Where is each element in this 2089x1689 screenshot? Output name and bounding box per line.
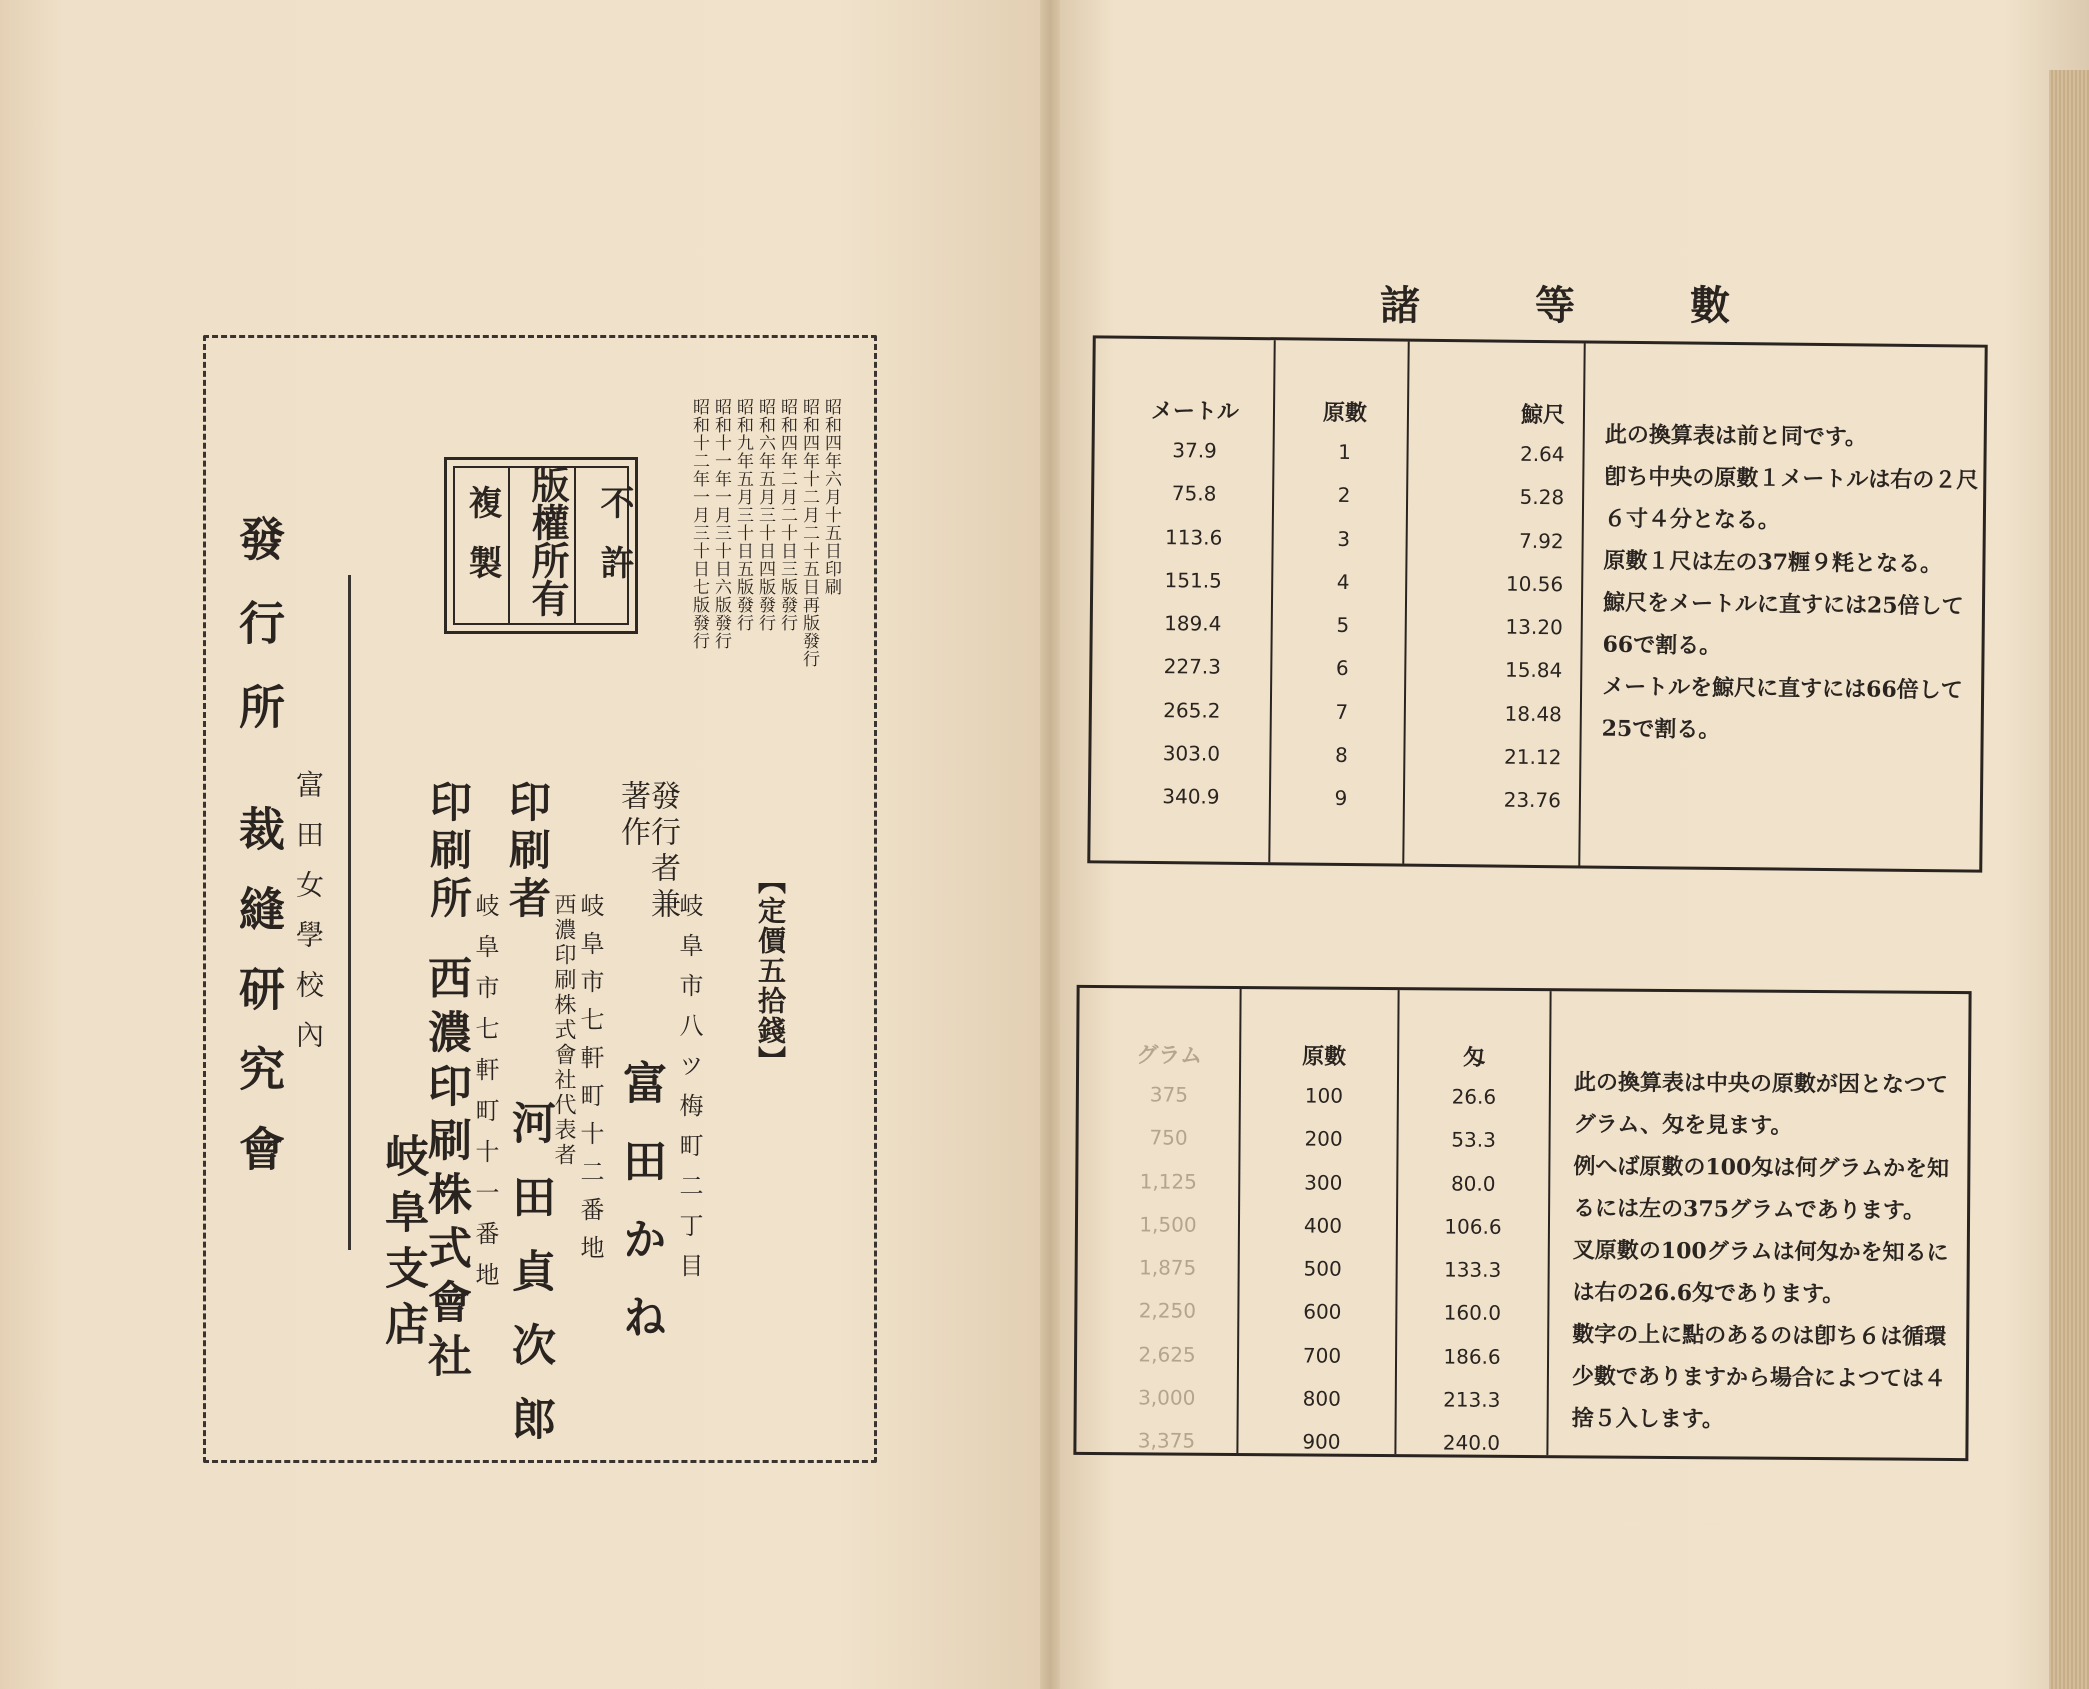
cell-monme: 133.3: [1443, 1257, 1502, 1283]
cell-base: 500: [1303, 1256, 1342, 1281]
weight-notes: [1571, 1061, 1954, 1442]
length-conversion-table: [1087, 335, 1987, 872]
printer-label: 印刷者: [503, 780, 552, 924]
price-label: 【定價五拾錢】: [754, 866, 787, 1076]
copyright-divider: [508, 467, 510, 625]
cell-monme: 160.0: [1443, 1300, 1502, 1326]
column-rule: [1236, 989, 1241, 1453]
meters-column: [1131, 394, 1256, 829]
cell-base: 900: [1302, 1429, 1341, 1455]
title-char: 諸: [1380, 282, 1420, 329]
monme-column: [1416, 1040, 1529, 1474]
base-column: [1291, 395, 1396, 830]
printing-house-address: 岐阜市七軒町十一番地: [471, 893, 499, 1303]
note-line: 卽ち中央の原數１メートルは右の２尺６寸４分となる。: [1603, 463, 1979, 534]
author-label-1: 著作: [615, 780, 650, 852]
note-line: 鯨尺をメートルに直すには25倍して66で割る。: [1602, 589, 1964, 659]
publisher-school: 富田女學校內: [292, 770, 325, 1070]
cell-base: 7: [1335, 699, 1349, 724]
cell-base: 2: [1337, 483, 1351, 508]
note-line: メートルを鯨尺に直すには66倍して25で割る。: [1601, 673, 1963, 743]
cell-base: 1: [1338, 439, 1352, 465]
cell-monme: 53.3: [1451, 1127, 1496, 1153]
note-line: 數字の上に點のあるのは卽ち６は循環少數でありますから場合によつては４捨５入します。: [1571, 1321, 1947, 1433]
cell-monme: 186.6: [1443, 1344, 1501, 1369]
note-line: 此の換算表は中央の原數が因となつてグラム、匁を見ます。: [1573, 1069, 1949, 1139]
edition-date: 昭和四年十二月二十五日再版發行: [799, 398, 819, 668]
weight-conversion-table: [1073, 985, 1971, 1461]
cell-meters: 75.8: [1171, 481, 1217, 506]
cell-kujira: 21.12: [1504, 744, 1562, 770]
cell-monme: 26.6: [1451, 1084, 1497, 1109]
publisher-label: 發行所: [232, 515, 286, 767]
cell-monme: 240.0: [1442, 1430, 1501, 1456]
cell-monme: 80.0: [1450, 1171, 1496, 1196]
copyright-line-1: 不許: [594, 485, 634, 605]
cell-grams: 3,000: [1138, 1385, 1196, 1410]
cell-grams: 1,500: [1139, 1212, 1197, 1237]
cell-base: 300: [1304, 1170, 1343, 1195]
edition-date: 昭和十一年一月三十日六版發行: [711, 398, 731, 650]
conversion-title: [1380, 274, 1730, 331]
cell-grams: 1,125: [1139, 1168, 1197, 1194]
cell-meters: 151.5: [1164, 567, 1222, 593]
author-address: 岐阜市八ツ梅町二丁目: [675, 893, 703, 1293]
book-gutter: [1040, 0, 1060, 1689]
cell-grams: 1,875: [1138, 1255, 1197, 1280]
page-edges: [2049, 70, 2089, 1689]
note-line: 例へば原數の100匁は何グラムかを知るには左の375グラムであります。: [1573, 1153, 1950, 1224]
kujira-column: [1431, 397, 1566, 832]
column-rule: [1546, 991, 1551, 1455]
edition-date: 昭和十二年一月三十日七版發行: [689, 398, 709, 650]
cell-monme: 106.6: [1444, 1214, 1502, 1239]
length-notes: [1601, 414, 1984, 754]
cell-base: 800: [1302, 1386, 1341, 1411]
printing-house-branch: 岐阜支店: [377, 1133, 428, 1357]
cell-grams: 2,250: [1138, 1298, 1197, 1324]
cell-kujira: 10.56: [1505, 571, 1564, 597]
cell-base: 3: [1337, 526, 1351, 551]
edition-date: 昭和四年六月十五日印刷: [821, 398, 841, 596]
cell-base: 200: [1304, 1126, 1343, 1152]
title-char: 數: [1690, 282, 1730, 329]
edition-date: 昭和六年五月三十日四版發行: [755, 398, 775, 632]
cell-base: 8: [1334, 742, 1348, 768]
column-rule: [1578, 343, 1585, 865]
cell-meters: 189.4: [1164, 611, 1222, 636]
copyright-line-3: 複製: [462, 485, 502, 605]
header-kujira: 鯨尺: [1520, 401, 1566, 429]
cell-base: 4: [1336, 569, 1350, 594]
cell-grams: 375: [1149, 1082, 1189, 1107]
printer-affiliation: 西濃印刷株式會社代表者: [551, 893, 576, 1168]
header-base: 原數: [1302, 1043, 1347, 1070]
cell-grams: 750: [1149, 1125, 1188, 1150]
cell-base: 700: [1302, 1343, 1342, 1368]
cell-base: 5: [1336, 613, 1350, 638]
base-column: [1266, 1039, 1379, 1473]
cell-kujira: 23.76: [1503, 788, 1562, 813]
cell-kujira: 15.84: [1504, 658, 1563, 683]
column-rule: [1394, 990, 1399, 1454]
header-grams: グラム: [1136, 1042, 1203, 1069]
cell-kujira: 5.28: [1519, 485, 1565, 510]
cell-grams: 2,625: [1138, 1342, 1196, 1367]
cell-base: 400: [1303, 1213, 1343, 1238]
author-label-2: 發行者兼: [645, 780, 680, 924]
title-char: 等: [1535, 282, 1575, 329]
printing-house-label: 印刷所: [424, 780, 473, 924]
edition-date: 昭和九年五月三十日五版發行: [733, 398, 753, 632]
note-line: 原數１尺は左の37糎９粍となる。: [1603, 547, 1943, 578]
edition-date: 昭和四年二月二十日三版發行: [777, 398, 797, 632]
author-name: 富田かね: [615, 1060, 666, 1372]
cell-grams: 3,375: [1137, 1428, 1196, 1454]
grams-column: [1106, 1038, 1229, 1472]
cell-monme: 213.3: [1443, 1387, 1501, 1412]
cell-kujira: 13.20: [1505, 614, 1563, 640]
printer-name: 河田貞次郎: [504, 1100, 555, 1470]
printing-house-name: 西濃印刷株式會社: [420, 955, 471, 1387]
cell-base: 100: [1304, 1083, 1344, 1108]
printer-address: 岐阜市七軒町十二番地: [576, 893, 604, 1273]
cell-meters: 303.0: [1162, 741, 1221, 766]
cell-kujira: 7.92: [1519, 528, 1564, 553]
cell-meters: 37.9: [1172, 438, 1217, 463]
header-base: 原數: [1322, 399, 1368, 427]
header-monme: 匁: [1463, 1044, 1486, 1071]
colophon-divider: [348, 575, 351, 1250]
column-rule: [1402, 342, 1409, 864]
cell-meters: 340.9: [1162, 784, 1220, 810]
copyright-line-2: 版權所有: [525, 465, 570, 617]
cell-meters: 265.2: [1163, 697, 1221, 723]
cell-base: 6: [1335, 656, 1349, 681]
cell-base: 600: [1303, 1299, 1342, 1325]
cell-meters: 227.3: [1163, 654, 1222, 680]
note-line: 此の換算表は前と同です。: [1604, 421, 1868, 451]
cell-kujira: 2.64: [1519, 441, 1565, 467]
cell-base: 9: [1334, 786, 1348, 811]
note-line: 叉原數の100グラムは何匁かを知るには右の26.6匁であります。: [1572, 1237, 1949, 1308]
column-rule: [1268, 340, 1275, 862]
publisher-name: 裁縫研究會: [232, 805, 286, 1205]
cell-meters: 113.6: [1164, 524, 1223, 550]
header-meters: メートル: [1150, 397, 1240, 425]
cell-kujira: 18.48: [1504, 701, 1562, 727]
